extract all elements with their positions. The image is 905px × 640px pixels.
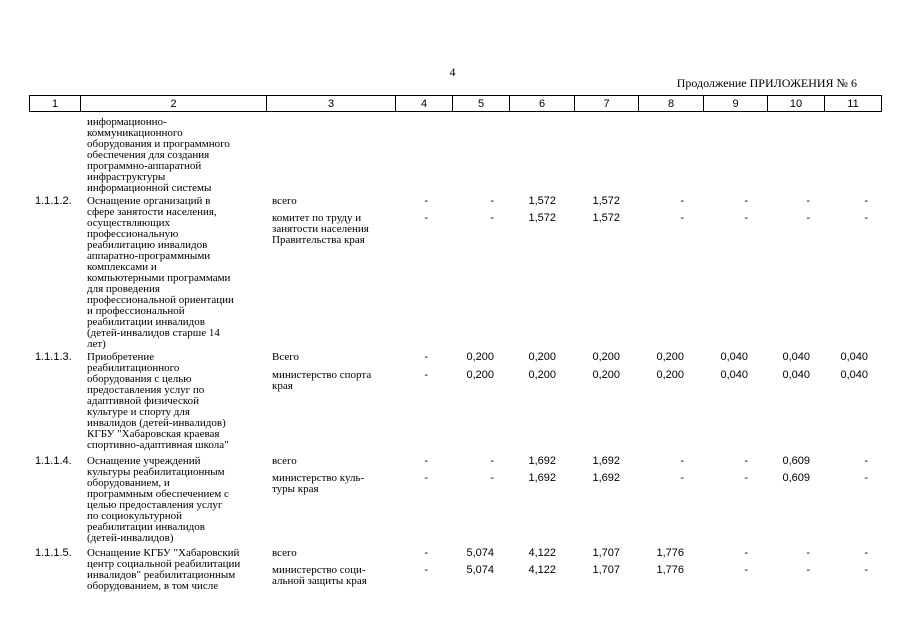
- funding-line: [0, 352, 905, 368]
- value-col-7: 0,200: [592, 369, 620, 381]
- value-col-4: -: [424, 351, 428, 363]
- page-number: 4: [449, 65, 456, 79]
- value-col-9: 0,040: [720, 351, 748, 363]
- value-col-10: 0,040: [782, 351, 810, 363]
- value-col-7: 1,572: [592, 195, 620, 207]
- continuation-title: Продолжение ПРИЛОЖЕНИЯ № 6: [676, 76, 857, 90]
- value-col-6: 1,692: [528, 455, 556, 467]
- col-header-3: 3: [267, 96, 396, 112]
- funding-line: [0, 196, 905, 212]
- value-col-5: 0,200: [466, 351, 494, 363]
- value-col-11: 0,040: [840, 369, 868, 381]
- col-header-11: 11: [825, 96, 882, 112]
- row-number: 1.1.1.2.: [35, 195, 72, 207]
- col-header-2: 2: [81, 96, 267, 112]
- value-col-5: -: [490, 195, 494, 207]
- value-col-10: -: [806, 212, 810, 224]
- value-col-11: -: [864, 564, 868, 576]
- value-col-9: -: [744, 472, 748, 484]
- funding-source: Всего: [272, 351, 299, 363]
- value-col-11: -: [864, 547, 868, 559]
- value-col-6: 4,122: [528, 564, 556, 576]
- value-col-5: -: [490, 472, 494, 484]
- value-col-9: 0,040: [720, 369, 748, 381]
- value-col-7: 0,200: [592, 351, 620, 363]
- value-col-4: -: [424, 564, 428, 576]
- value-col-6: 1,572: [528, 212, 556, 224]
- value-col-9: -: [744, 455, 748, 467]
- col-header-4: 4: [396, 96, 453, 112]
- funding-source: министерство куль- туры края: [272, 472, 365, 495]
- value-col-4: -: [424, 472, 428, 484]
- value-col-9: -: [744, 195, 748, 207]
- value-col-5: -: [490, 212, 494, 224]
- funding-source: всего: [272, 455, 297, 467]
- value-col-9: -: [744, 564, 748, 576]
- value-col-5: 5,074: [466, 547, 494, 559]
- row-number: 1.1.1.4.: [35, 455, 72, 467]
- value-col-10: -: [806, 547, 810, 559]
- value-col-9: -: [744, 212, 748, 224]
- value-col-9: -: [744, 547, 748, 559]
- value-col-8: 1,776: [656, 547, 684, 559]
- value-col-6: 1,572: [528, 195, 556, 207]
- value-col-7: 1,692: [592, 472, 620, 484]
- funding-source: всего: [272, 547, 297, 559]
- row-number: 1.1.1.3.: [35, 351, 72, 363]
- value-col-10: 0,040: [782, 369, 810, 381]
- value-col-5: 0,200: [466, 369, 494, 381]
- value-col-4: -: [424, 195, 428, 207]
- value-col-5: -: [490, 455, 494, 467]
- value-col-10: 0,609: [782, 455, 810, 467]
- column-header-table: [29, 95, 882, 112]
- col-header-7: 7: [575, 96, 639, 112]
- value-col-10: 0,609: [782, 472, 810, 484]
- value-col-11: 0,040: [840, 351, 868, 363]
- funding-source: всего: [272, 195, 297, 207]
- value-col-7: 1,692: [592, 455, 620, 467]
- funding-source: министерство спорта края: [272, 369, 372, 392]
- value-col-10: -: [806, 195, 810, 207]
- value-col-7: 1,572: [592, 212, 620, 224]
- value-col-8: -: [680, 455, 684, 467]
- col-header-10: 10: [768, 96, 825, 112]
- value-col-11: -: [864, 195, 868, 207]
- col-header-6: 6: [510, 96, 575, 112]
- row-description: Оснащение организаций в сфере занятости населения, осуществляющих профессиональную реабилитацию инвалидов аппаратно-программными комплексами и компьютерными программами для проведения профессиональной ориентации и профессиональной реабилитации инвалидов (детей-инвалидов старше 14 лет): [87, 195, 234, 350]
- funding-line: [0, 472, 905, 495]
- intro-description: информационно- коммуникационного оборудования и программного обеспечения для создания программно-аппаратной инфраструктуры информационной системы: [87, 116, 230, 194]
- col-header-8: 8: [639, 96, 704, 112]
- value-col-11: -: [864, 212, 868, 224]
- funding-line: [0, 548, 905, 564]
- funding-source: министерство соци- альной защиты края: [272, 564, 367, 587]
- funding-line: [0, 369, 905, 392]
- value-col-4: -: [424, 369, 428, 381]
- row-number: 1.1.1.5.: [35, 547, 72, 559]
- value-col-6: 0,200: [528, 351, 556, 363]
- value-col-6: 0,200: [528, 369, 556, 381]
- value-col-8: -: [680, 472, 684, 484]
- col-header-5: 5: [453, 96, 510, 112]
- value-col-8: -: [680, 212, 684, 224]
- value-col-8: 0,200: [656, 369, 684, 381]
- value-col-11: -: [864, 455, 868, 467]
- value-col-7: 1,707: [592, 547, 620, 559]
- funding-line: [0, 212, 905, 246]
- row-description: Приобретение реабилитационного оборудования с целью предоставления услуг по адаптивной физической культуре и спорту для инвалидов (детей-инвалидов) КГБУ "Хабаровская краевая спортивно-адаптивная школа": [87, 351, 229, 451]
- value-col-7: 1,707: [592, 564, 620, 576]
- value-col-8: -: [680, 195, 684, 207]
- value-col-8: 1,776: [656, 564, 684, 576]
- funding-line: [0, 456, 905, 472]
- value-col-10: -: [806, 564, 810, 576]
- row-description: Оснащение КГБУ "Хабаровский центр социальной реабилитации инвалидов" реабилитационным оборудованием, в том числе: [87, 547, 241, 592]
- value-col-6: 4,122: [528, 547, 556, 559]
- col-header-1: 1: [30, 96, 81, 112]
- funding-source: комитет по труду и занятости населения Правительства края: [272, 212, 369, 246]
- value-col-8: 0,200: [656, 351, 684, 363]
- value-col-6: 1,692: [528, 472, 556, 484]
- value-col-4: -: [424, 455, 428, 467]
- value-col-5: 5,074: [466, 564, 494, 576]
- value-col-4: -: [424, 547, 428, 559]
- value-col-11: -: [864, 472, 868, 484]
- value-col-4: -: [424, 212, 428, 224]
- row-description: Оснащение учреждений культуры реабилитационным оборудованием, и программным обеспечением с целью предоставления услуг по социокультурной реабилитации инвалидов (детей-инвалидов): [87, 455, 229, 544]
- col-header-9: 9: [704, 96, 768, 112]
